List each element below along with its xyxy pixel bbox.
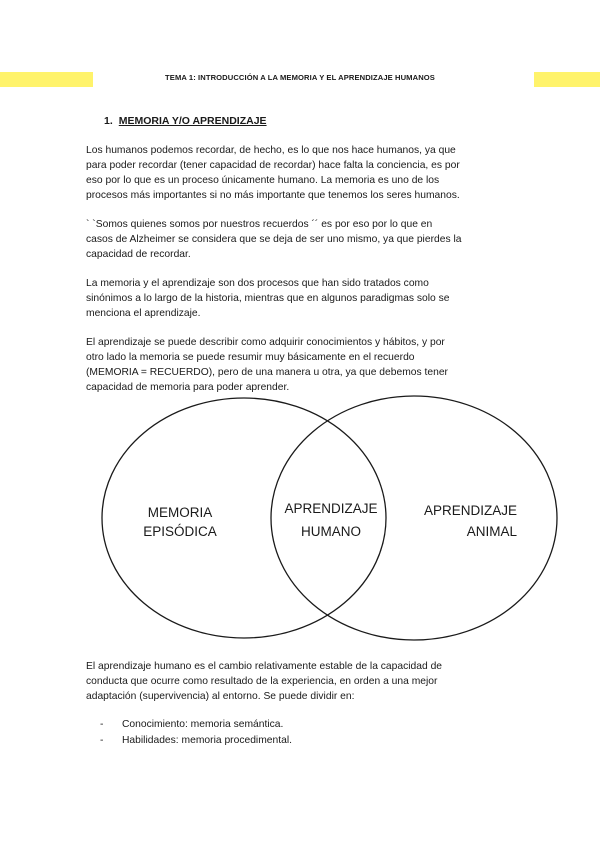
paragraph-aprendizaje-definicion	[86, 335, 516, 395]
list-bullet: -	[100, 735, 104, 746]
section-title: MEMORIA Y/O APRENDIZAJE	[118, 115, 267, 127]
text-line: para poder recordar (tener capacidad de recordar) hace falta la conciencia, es por	[86, 160, 460, 171]
venn-center-label-line1: APRENDIZAJE	[284, 501, 378, 516]
venn-right-label-line1: APRENDIZAJE	[423, 503, 517, 518]
text-line: procesos más importantes si no más importante que tenemos los seres humanos.	[86, 190, 460, 201]
paragraph-quote-recuerdos	[86, 217, 516, 262]
venn-circle-left	[102, 398, 386, 638]
division-list	[100, 717, 292, 749]
text-line: Los humanos podemos recordar, de hecho, es lo que nos hace humanos, ya que	[86, 145, 456, 156]
text-line: casos de Alzheimer se considera que se deja de ser uno mismo, ya que pierdes la	[86, 234, 462, 245]
text-line: La memoria y el aprendizaje son dos procesos que han sido tratados como	[86, 278, 429, 289]
venn-right-label-line2: ANIMAL	[466, 524, 517, 539]
text-line: ` `Somos quienes somos por nuestros recuerdos ´´ es por eso por lo que en	[86, 219, 433, 230]
text-line: eso por lo que es un proceso únicamente humano. La memoria es uno de los	[86, 175, 440, 186]
venn-circle-right	[271, 396, 557, 640]
list-item	[100, 717, 292, 733]
venn-diagram	[0, 395, 600, 645]
text-line: adaptación (supervivencia) al entorno. Se puede dividir en:	[86, 691, 355, 702]
text-line: sinónimos a lo largo de la historia, mientras que en algunos paradigmas solo se	[86, 293, 450, 304]
paragraph-memoria-aprendizaje	[86, 276, 516, 321]
list-item-text: Conocimiento: memoria semántica.	[122, 719, 284, 730]
list-item	[100, 733, 292, 749]
list-bullet: -	[100, 719, 104, 730]
text-line: otro lado la memoria se puede resumir muy básicamente en el recuerdo	[86, 352, 415, 363]
text-line: capacidad de memoria para poder aprender.	[86, 382, 290, 393]
paragraph-aprendizaje-humano	[86, 659, 516, 704]
list-item-text: Habilidades: memoria procedimental.	[122, 735, 292, 746]
section-heading	[104, 115, 267, 127]
text-line: El aprendizaje se puede describir como adquirir conocimientos y hábitos, y por	[86, 337, 445, 348]
text-line: menciona el aprendizaje.	[86, 308, 201, 319]
venn-left-label-line2: EPISÓDICA	[143, 524, 217, 539]
venn-center-label-line2: HUMANO	[301, 524, 361, 539]
document-header-title: TEMA 1: INTRODUCCIÓN A LA MEMORIA Y EL APRENDIZAJE HUMANOS	[165, 73, 435, 82]
section-number: 1.	[104, 115, 113, 127]
paragraph-humanos-recordar	[86, 143, 516, 203]
text-line: conducta que ocurre como resultado de la experiencia, en orden a una mejor	[86, 676, 438, 687]
text-line: capacidad de recordar.	[86, 249, 191, 260]
text-line: El aprendizaje humano es el cambio relativamente estable de la capacidad de	[86, 661, 443, 672]
text-line: (MEMORIA = RECUERDO), pero de una manera u otra, ya que debemos tener	[86, 367, 448, 378]
venn-left-label-line1: MEMORIA	[147, 505, 213, 520]
